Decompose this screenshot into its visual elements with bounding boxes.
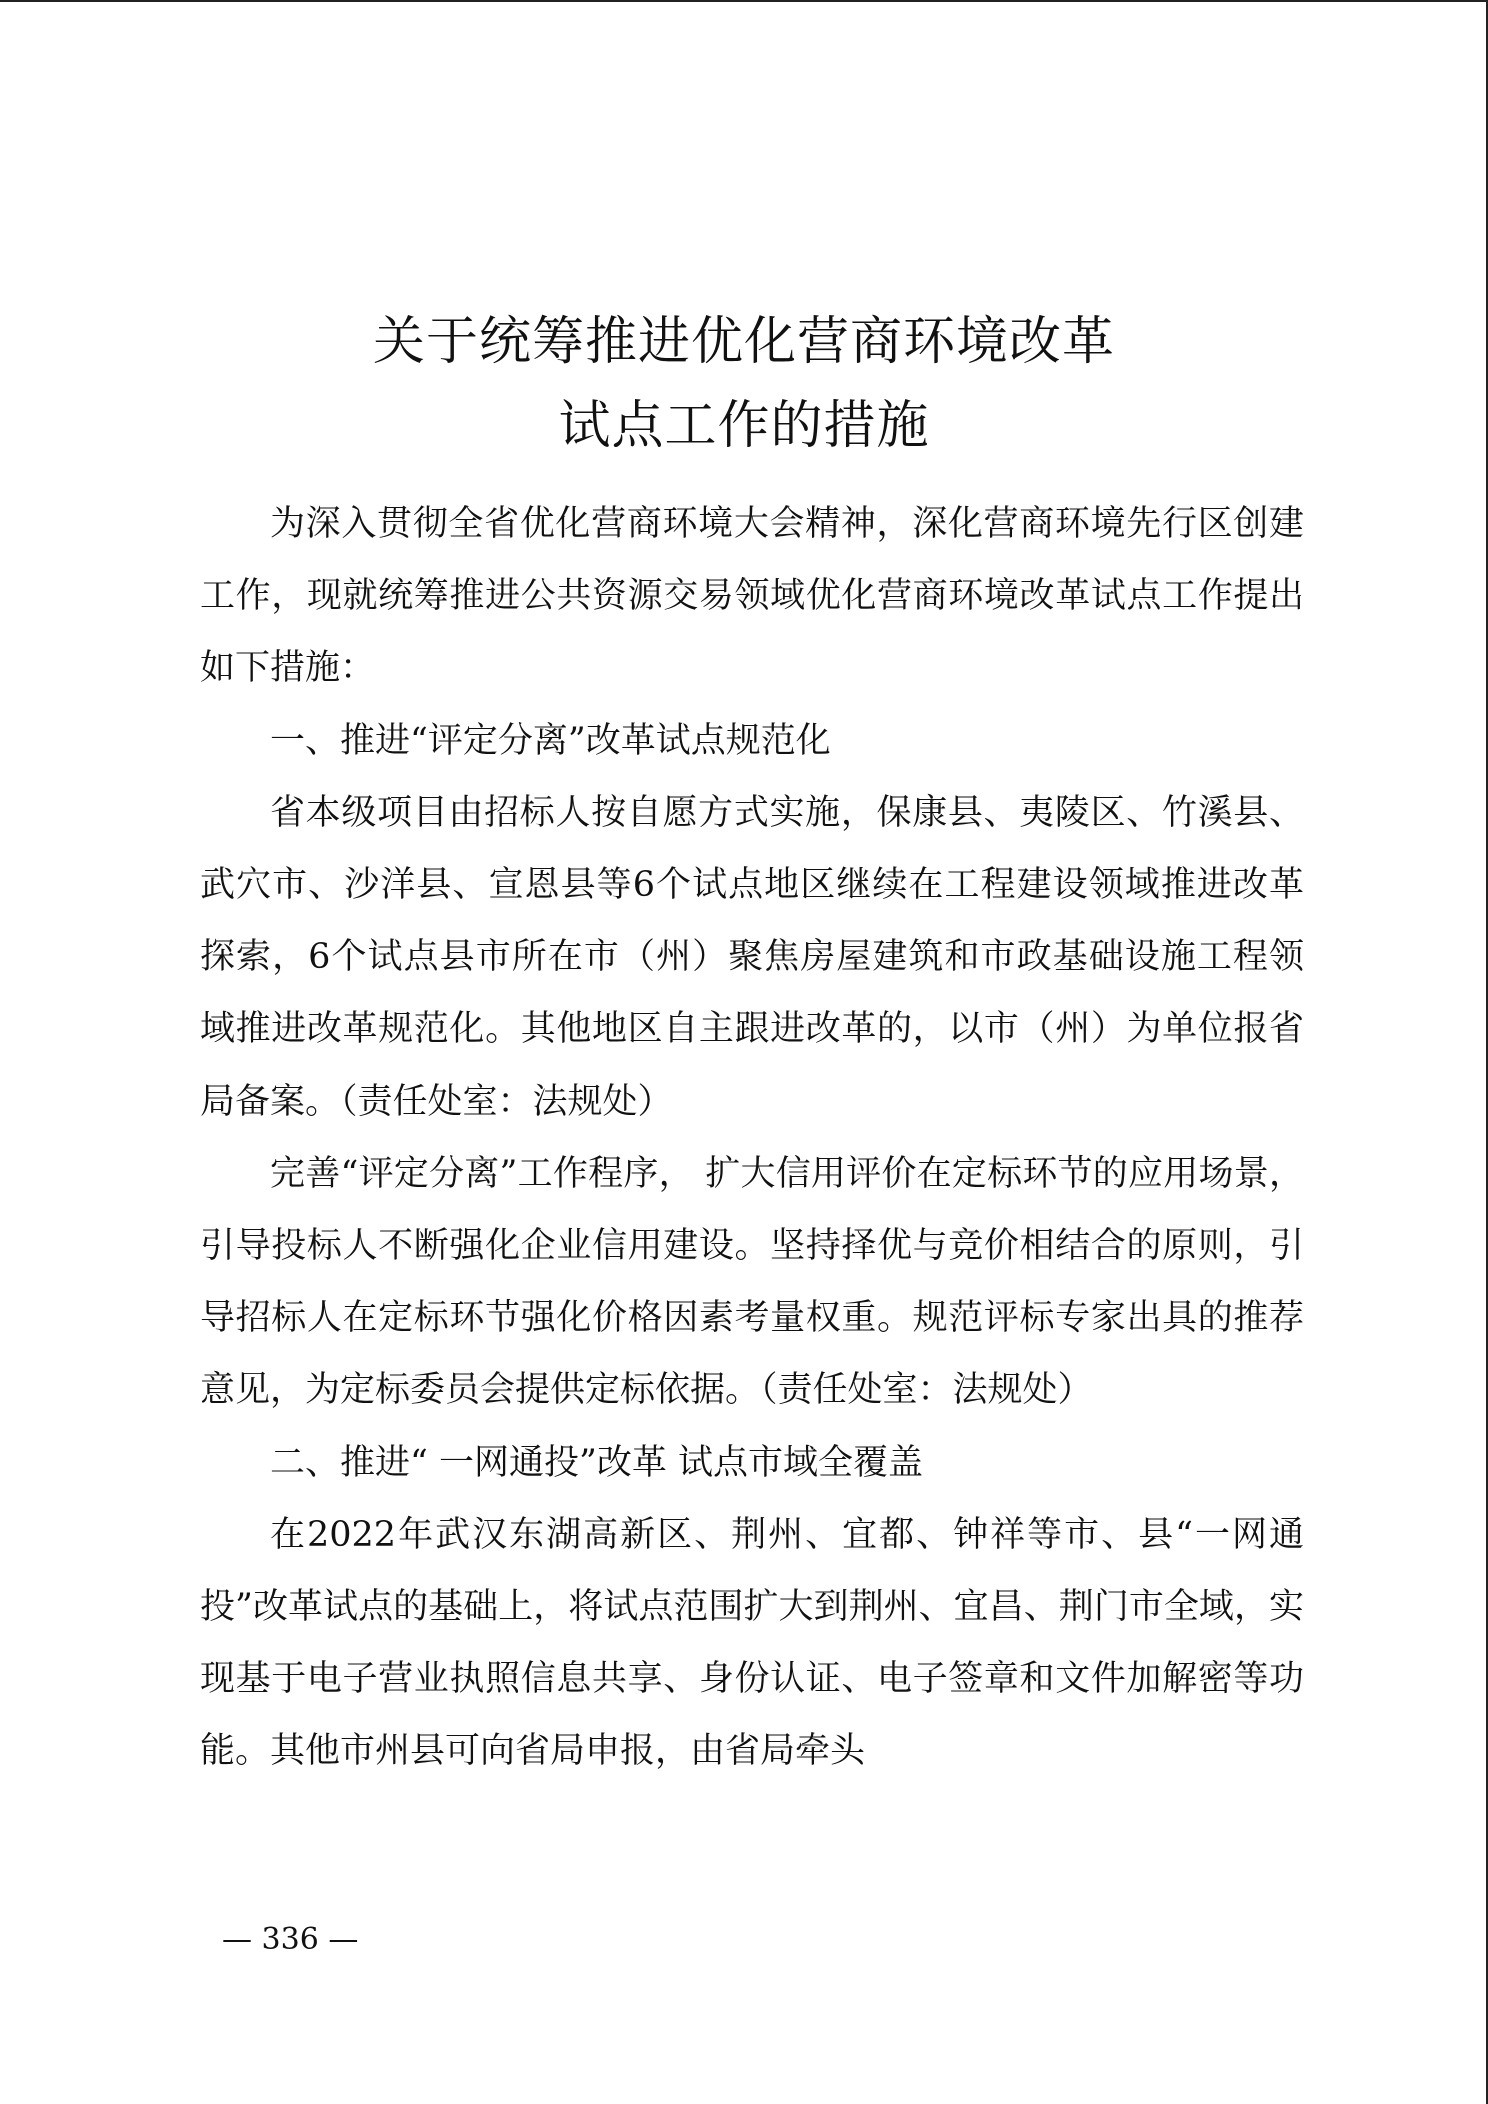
- section-heading-1: 一、推进“评定分离”改革试点规范化: [270, 720, 831, 761]
- body-paragraph: 在2022年武汉东湖高新区、荆州、宜都、钟祥等市、县“一网通投”改革试点的基础上，将试点范围扩大到荆州、宜昌、荆门市全域，实现基于电子营业执照信息共享、身份认证、电子签章和文件加解密等功能。其他市州县可向省局申报，由省局牵头: [200, 1514, 1304, 1772]
- document-title: [200, 300, 1288, 468]
- intro-paragraph: 为深入贯彻全省优化营商环境大会精神，深化营商环境先行区创建工作，现就统筹推进公共资源交易领域优化营商环境改革试点工作提出如下措施：: [200, 504, 1304, 689]
- section-heading-2: 二、推进“ 一网通投”改革 试点市域全覆盖: [270, 1442, 924, 1483]
- page-top-border: [0, 0, 1488, 2]
- body-paragraph: 完善“评定分离”工作程序， 扩大信用评价在定标环节的应用场景，引导投标人不断强化企业信用建设。坚持择优与竞价相结合的原则，引导招标人在定标环节强化价格因素考量权重。规范评标专家出具的推荐意见，为定标委员会提供定标依据。（责任处室：法规处）: [200, 1153, 1304, 1411]
- page-number: — 336 —: [222, 1922, 359, 1957]
- document-title-line-2: 试点工作的措施: [558, 395, 930, 456]
- document-title-line-1: 关于统筹推进优化营商环境改革: [372, 311, 1115, 372]
- document-body: [200, 488, 1304, 1788]
- body-paragraph: 省本级项目由招标人按自愿方式实施，保康县、夷陵区、竹溪县、武穴市、沙洋县、宣恩县等6个试点地区继续在工程建设领域推进改革探索，6个试点县市所在市（州）聚焦房屋建筑和市政基础设施工程领域推进改革规范化。其他地区自主跟进改革的，以市（州）为单位报省局备案。（责任处室：法规处）: [200, 792, 1304, 1122]
